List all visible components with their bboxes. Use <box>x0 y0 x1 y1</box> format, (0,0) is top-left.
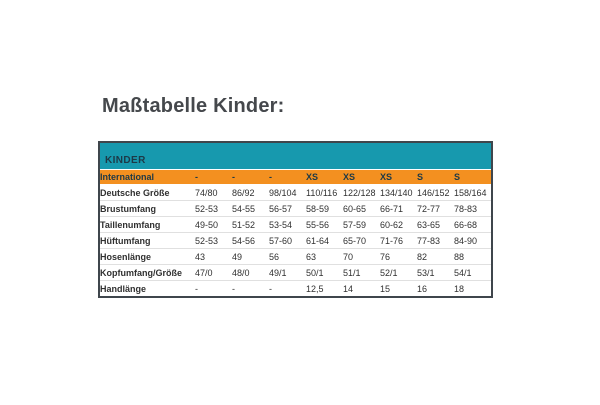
table-row <box>100 249 491 265</box>
cell-value: 43 <box>195 249 232 265</box>
cell-value: 52-53 <box>195 233 232 249</box>
table-row <box>100 217 491 233</box>
cell-value: 88 <box>454 249 491 265</box>
cell-value: 47/0 <box>195 265 232 281</box>
row-label: International <box>100 170 195 185</box>
cell-value: 52/1 <box>380 265 417 281</box>
cell-value: 77-83 <box>417 233 454 249</box>
table-row <box>100 281 491 296</box>
table-header-band <box>100 143 491 169</box>
cell-value: 56 <box>269 249 306 265</box>
row-label: Brustumfang <box>100 201 195 217</box>
cell-value: 49-50 <box>195 217 232 233</box>
cell-value: 57-59 <box>343 217 380 233</box>
size-table <box>98 141 493 298</box>
size-table-body <box>100 170 491 296</box>
cell-value: 18 <box>454 281 491 296</box>
cell-value: XS <box>306 170 343 185</box>
cell-value: 63-65 <box>417 217 454 233</box>
cell-value: 72-77 <box>417 201 454 217</box>
cell-value: 54-55 <box>232 201 269 217</box>
cell-value: 14 <box>343 281 380 296</box>
cell-value: 60-62 <box>380 217 417 233</box>
cell-value: 56-57 <box>269 201 306 217</box>
cell-value: 65-70 <box>343 233 380 249</box>
cell-value: 48/0 <box>232 265 269 281</box>
table-row <box>100 233 491 249</box>
table-row <box>100 185 491 201</box>
cell-value: 134/140 <box>380 185 417 201</box>
cell-value: S <box>417 170 454 185</box>
cell-value: 57-60 <box>269 233 306 249</box>
row-label: Handlänge <box>100 281 195 296</box>
cell-value: 146/152 <box>417 185 454 201</box>
cell-value: 58-59 <box>306 201 343 217</box>
cell-value: - <box>232 281 269 296</box>
cell-value: 70 <box>343 249 380 265</box>
row-label: Hüftumfang <box>100 233 195 249</box>
cell-value: 82 <box>417 249 454 265</box>
cell-value: 49 <box>232 249 269 265</box>
cell-value: 54/1 <box>454 265 491 281</box>
cell-value: XS <box>380 170 417 185</box>
row-label: Taillenumfang <box>100 217 195 233</box>
table-row <box>100 265 491 281</box>
cell-value: 78-83 <box>454 201 491 217</box>
cell-value: 63 <box>306 249 343 265</box>
cell-value: 55-56 <box>306 217 343 233</box>
cell-value: - <box>232 170 269 185</box>
cell-value: XS <box>343 170 380 185</box>
cell-value: 66-71 <box>380 201 417 217</box>
row-label: Hosenlänge <box>100 249 195 265</box>
cell-value: 16 <box>417 281 454 296</box>
cell-value: 12,5 <box>306 281 343 296</box>
table-row <box>100 201 491 217</box>
cell-value: 61-64 <box>306 233 343 249</box>
cell-value: 53/1 <box>417 265 454 281</box>
cell-value: 84-90 <box>454 233 491 249</box>
cell-value: 71-76 <box>380 233 417 249</box>
cell-value: 50/1 <box>306 265 343 281</box>
cell-value: 110/116 <box>306 185 343 201</box>
row-label: Kopfumfang/Größe <box>100 265 195 281</box>
row-label: Deutsche Größe <box>100 185 195 201</box>
cell-value: - <box>269 170 306 185</box>
cell-value: 60-65 <box>343 201 380 217</box>
cell-value: 54-56 <box>232 233 269 249</box>
cell-value: - <box>195 281 232 296</box>
cell-value: 51-52 <box>232 217 269 233</box>
table-row <box>100 170 491 185</box>
cell-value: 15 <box>380 281 417 296</box>
table-header-label: KINDER <box>105 155 146 166</box>
cell-value: 49/1 <box>269 265 306 281</box>
cell-value: 52-53 <box>195 201 232 217</box>
cell-value: 51/1 <box>343 265 380 281</box>
cell-value: - <box>269 281 306 296</box>
cell-value: 122/128 <box>343 185 380 201</box>
cell-value: 74/80 <box>195 185 232 201</box>
cell-value: S <box>454 170 491 185</box>
page-title: Maßtabelle Kinder: <box>102 95 285 117</box>
cell-value: 53-54 <box>269 217 306 233</box>
size-table-grid <box>100 170 491 296</box>
cell-value: 98/104 <box>269 185 306 201</box>
cell-value: 86/92 <box>232 185 269 201</box>
cell-value: - <box>195 170 232 185</box>
cell-value: 158/164 <box>454 185 491 201</box>
cell-value: 76 <box>380 249 417 265</box>
cell-value: 66-68 <box>454 217 491 233</box>
